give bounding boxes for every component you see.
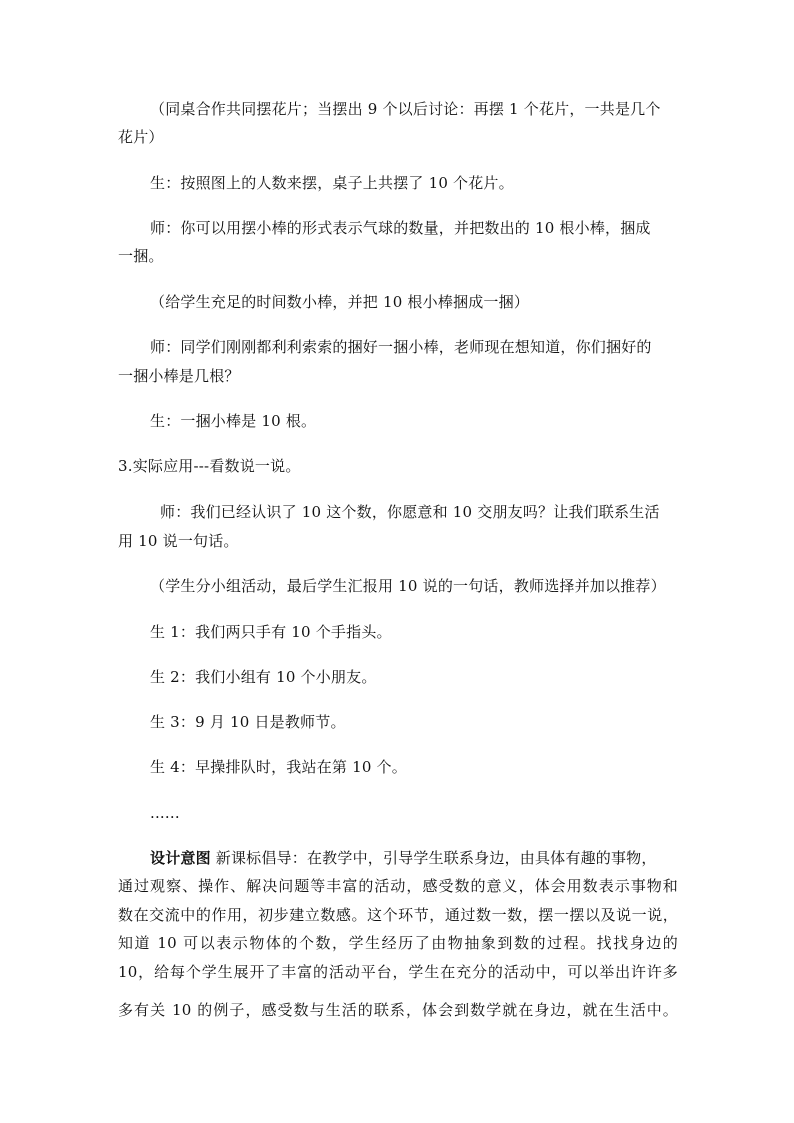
paragraph-1-line-1: （同桌合作共同摆花片；当摆出 9 个以后讨论：再摆 1 个花片，一共是几个 bbox=[150, 100, 661, 118]
design-intent-line-6: 多有关 10 的例子，感受数与生活的联系，体会到数学就在身边，就在生活中。 bbox=[118, 1001, 678, 1019]
paragraph-4-line-1: （给学生充足的时间数小棒，并把 10 根小棒捆成一捆） bbox=[150, 293, 530, 311]
paragraph-2-line-1: 生：按照图上的人数来摆，桌子上共摆了 10 个花片。 bbox=[150, 174, 514, 192]
student-answer-1: 生 1：我们两只手有 10 个手指头。 bbox=[150, 623, 392, 641]
paragraph-6-line-1: 生：一捆小棒是 10 根。 bbox=[150, 412, 317, 430]
paragraph-9-line-1: （学生分小组活动，最后学生汇报用 10 说的一句话，教师选择并加以推荐） bbox=[150, 577, 666, 595]
paragraph-5-line-2: 一捆小棒是几根？ bbox=[118, 367, 240, 385]
student-answer-3: 生 3：9 月 10 日是教师节。 bbox=[150, 713, 346, 731]
design-intent-line-3: 数在交流中的作用，初步建立数感。这个环节，通过数一数，摆一摆以及说一说， bbox=[118, 906, 678, 924]
paragraph-8-line-1: 师：我们已经认识了 10 这个数，你愿意和 10 交朋友吗？让我们联系生活 bbox=[160, 503, 660, 521]
paragraph-3-line-2: 一捆。 bbox=[118, 247, 164, 265]
design-intent-label: 设计意图 bbox=[150, 849, 211, 867]
student-answer-4: 生 4：早操排队时，我站在第 10 个。 bbox=[150, 758, 407, 776]
design-intent-line-5: 10，给每个学生展开了丰富的活动平台，学生在充分的活动中，可以举出许许多 bbox=[118, 963, 678, 981]
paragraph-1-line-2: 花片） bbox=[118, 128, 164, 146]
section-heading-practical-application: 3.实际应用---看数说一说。 bbox=[118, 457, 301, 475]
paragraph-5-line-1: 师：同学们刚刚都利利索索的捆好一捆小棒，老师现在想知道，你们捆好的 bbox=[150, 338, 652, 356]
paragraph-3-line-1: 师：你可以用摆小棒的形式表示气球的数量，并把数出的 10 根小棒，捆成 bbox=[150, 219, 651, 237]
design-intent-line-1-text: 新课标倡导：在教学中，引导学生联系身边，由具体有趣的事物， bbox=[215, 849, 657, 867]
design-intent-line-2: 通过观察、操作、解决问题等丰富的活动，感受数的意义，体会用数表示事物和 bbox=[118, 877, 678, 895]
design-intent-first-line bbox=[150, 848, 657, 868]
student-answer-2: 生 2：我们小组有 10 个小朋友。 bbox=[150, 668, 377, 686]
ellipsis-text: ...... bbox=[150, 804, 180, 822]
design-intent-line-4: 知道 10 可以表示物体的个数，学生经历了由物抽象到数的过程。找找身边的 bbox=[118, 934, 678, 952]
paragraph-8-line-2: 用 10 说一句话。 bbox=[118, 532, 239, 550]
